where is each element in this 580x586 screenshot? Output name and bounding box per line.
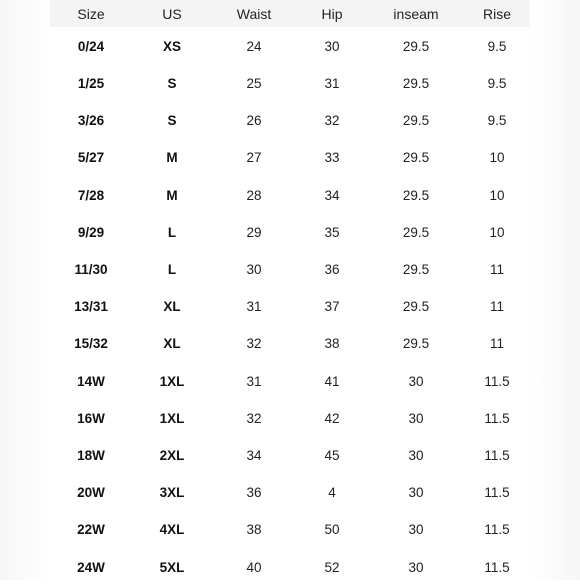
right-margin — [530, 0, 580, 580]
cell-waist: 24 — [246, 38, 262, 54]
cell-us: L — [167, 224, 177, 240]
cell-rise: 11.5 — [484, 485, 510, 501]
cell-hip: 4 — [328, 485, 336, 501]
cell-waist: 34 — [246, 447, 262, 463]
column-header-waist: Waist — [212, 0, 296, 27]
table-row — [50, 400, 530, 437]
cell-size: 16W — [77, 410, 105, 426]
table-row — [50, 214, 530, 251]
table-row — [50, 139, 530, 176]
cell-size: 1/25 — [77, 76, 105, 92]
cell-size: 15/32 — [74, 336, 108, 352]
cell-hip: 31 — [324, 76, 340, 92]
cell-inseam: 30 — [408, 559, 424, 575]
cell-inseam: 30 — [408, 373, 424, 389]
cell-us: 5XL — [159, 559, 185, 575]
cell-waist: 25 — [246, 76, 262, 92]
cell-waist: 40 — [246, 559, 262, 575]
size-chart-table — [50, 0, 530, 586]
column-header-hip: Hip — [296, 0, 368, 27]
table-row — [50, 27, 530, 65]
cell-size: 0/24 — [77, 38, 105, 54]
cell-size: 11/30 — [74, 262, 108, 278]
cell-hip: 42 — [324, 410, 340, 426]
table-row — [50, 251, 530, 288]
cell-inseam: 29.5 — [402, 76, 430, 92]
cell-inseam: 29.5 — [402, 38, 430, 54]
cell-inseam: 29.5 — [402, 336, 430, 352]
table-row — [50, 511, 530, 548]
cell-us: XL — [163, 336, 181, 352]
cell-rise: 9.5 — [487, 76, 507, 92]
cell-rise: 11.5 — [484, 410, 510, 426]
cell-hip: 45 — [324, 447, 340, 463]
table-row — [50, 65, 530, 102]
cell-us: M — [166, 187, 178, 203]
cell-size: 24W — [77, 559, 105, 575]
cell-hip: 30 — [324, 38, 340, 54]
cell-inseam: 30 — [408, 522, 424, 538]
cell-rise: 10 — [489, 187, 505, 203]
cell-rise: 11.5 — [484, 447, 510, 463]
cell-waist: 32 — [246, 336, 262, 352]
cell-waist: 26 — [246, 113, 262, 129]
cell-us: S — [167, 113, 177, 129]
cell-us: 4XL — [159, 522, 185, 538]
cell-us: 2XL — [159, 447, 185, 463]
cell-rise: 11 — [489, 336, 504, 352]
cell-rise: 11 — [489, 299, 504, 315]
cell-us: 3XL — [159, 485, 185, 501]
cell-hip: 34 — [324, 187, 340, 203]
cell-us: XL — [163, 299, 181, 315]
cell-size: 13/31 — [74, 299, 108, 315]
header-row — [50, 0, 530, 27]
table-row — [50, 437, 530, 474]
cell-rise: 11.5 — [484, 373, 510, 389]
cell-rise: 9.5 — [487, 38, 507, 54]
column-header-rise: Rise — [464, 0, 530, 27]
table-row — [50, 548, 530, 585]
cell-inseam: 29.5 — [402, 262, 430, 278]
cell-waist: 36 — [246, 485, 262, 501]
left-margin — [0, 0, 50, 580]
cell-waist: 31 — [246, 299, 262, 315]
cell-size: 22W — [77, 522, 105, 538]
cell-us: 1XL — [159, 410, 185, 426]
cell-inseam: 30 — [408, 447, 424, 463]
cell-size: 3/26 — [77, 113, 105, 129]
cell-hip: 35 — [324, 224, 340, 240]
table-row — [50, 288, 530, 325]
cell-inseam: 29.5 — [402, 150, 430, 166]
column-header-us: US — [132, 0, 212, 27]
cell-waist: 27 — [246, 150, 262, 166]
cell-hip: 50 — [324, 522, 340, 538]
cell-us: 1XL — [159, 373, 185, 389]
cell-waist: 28 — [246, 187, 262, 203]
table-header — [50, 0, 530, 27]
cell-inseam: 29.5 — [402, 187, 430, 203]
size-chart-sheet — [50, 0, 530, 580]
table-body — [50, 27, 530, 586]
cell-rise: 11.5 — [484, 522, 510, 538]
cell-rise: 9.5 — [487, 113, 507, 129]
table-row — [50, 102, 530, 139]
table-row — [50, 474, 530, 511]
cell-us: M — [166, 150, 178, 166]
cell-size: 18W — [77, 447, 105, 463]
cell-size: 14W — [77, 373, 105, 389]
table-row — [50, 363, 530, 400]
cell-hip: 52 — [324, 559, 340, 575]
cell-hip: 32 — [324, 113, 340, 129]
cell-inseam: 29.5 — [402, 299, 430, 315]
cell-waist: 29 — [246, 224, 262, 240]
table-row — [50, 177, 530, 214]
cell-size: 5/27 — [77, 150, 105, 166]
cell-rise: 10 — [489, 224, 505, 240]
cell-rise: 11 — [489, 262, 504, 278]
cell-us: S — [167, 76, 177, 92]
table-row — [50, 325, 530, 362]
cell-waist: 38 — [246, 522, 262, 538]
cell-hip: 33 — [324, 150, 340, 166]
cell-inseam: 29.5 — [402, 224, 430, 240]
cell-hip: 38 — [324, 336, 340, 352]
cell-size: 9/29 — [77, 224, 105, 240]
cell-us: XS — [162, 38, 181, 54]
cell-inseam: 30 — [408, 485, 424, 501]
cell-us: L — [167, 262, 177, 278]
column-header-size: Size — [50, 0, 132, 27]
cell-waist: 31 — [246, 373, 262, 389]
cell-waist: 30 — [246, 262, 262, 278]
cell-hip: 41 — [324, 373, 340, 389]
cell-rise: 10 — [489, 150, 505, 166]
cell-hip: 36 — [324, 262, 340, 278]
cell-inseam: 29.5 — [402, 113, 430, 129]
cell-size: 7/28 — [77, 187, 105, 203]
cell-hip: 37 — [324, 299, 340, 315]
cell-inseam: 30 — [408, 410, 424, 426]
column-header-inseam: inseam — [368, 0, 464, 27]
cell-waist: 32 — [246, 410, 262, 426]
cell-size: 20W — [77, 485, 105, 501]
cell-rise: 11.5 — [484, 559, 510, 575]
